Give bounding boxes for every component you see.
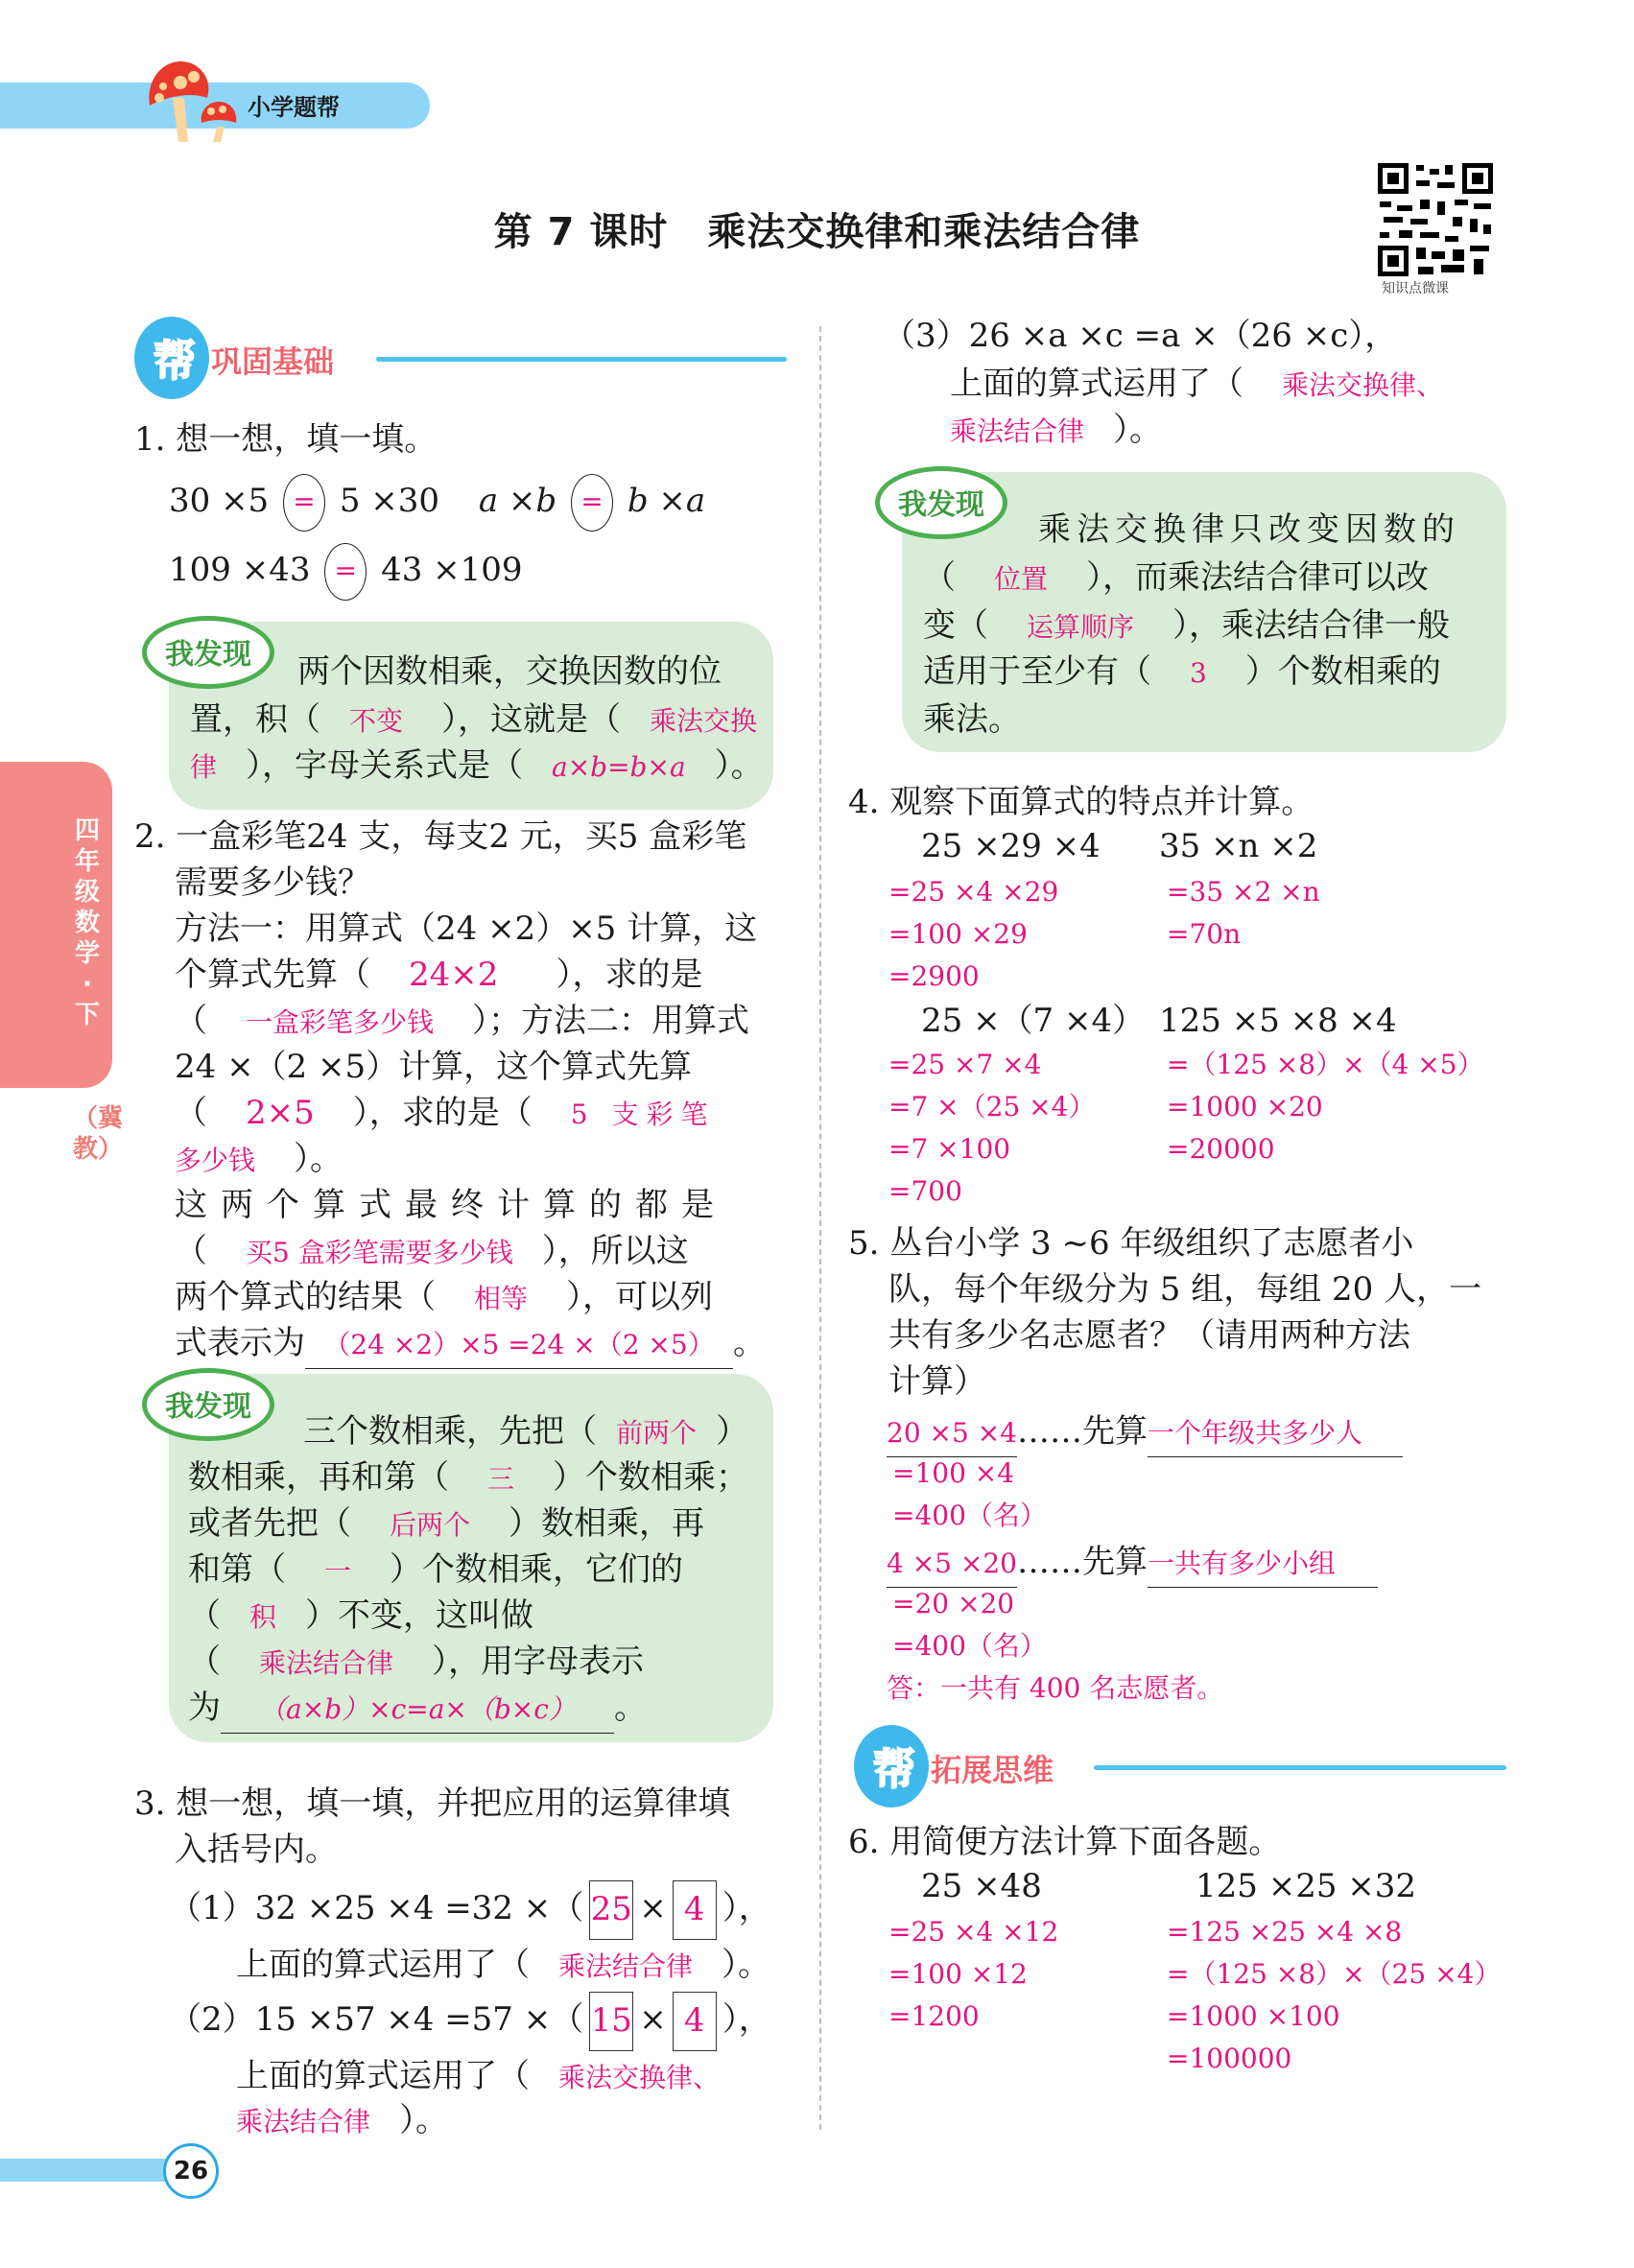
q4-step: =35 ×2 ×n — [1167, 876, 1320, 908]
q4-step: =25 ×7 ×4 — [888, 1049, 1042, 1080]
discover-line: 或者先把（ 后两个 ）数相乘，再 — [188, 1504, 705, 1543]
discover-line: 数相乘，再和第（ 三 ）个数相乘； — [188, 1458, 749, 1497]
discover-line: （ 积 ）不变，这叫做 — [188, 1596, 534, 1635]
answer-blank[interactable]: 一个年级共多少人 — [1148, 1410, 1403, 1457]
discover-text: 两个因数相乘，交换因数的位 — [297, 652, 722, 691]
q3-part2-law: 乘法结合律 ）。 — [236, 2101, 449, 2139]
answer-text[interactable]: 不变 — [349, 705, 404, 737]
answer-box[interactable]: 25 — [589, 1880, 633, 1940]
expr: 5 ×30 — [339, 482, 440, 520]
q3-part1: （1）32 ×25 ×4 =32 ×（ 25 × 4 ）， — [169, 1880, 771, 1940]
q4-step: =20000 — [1167, 1133, 1275, 1165]
footer-band — [0, 2159, 173, 2182]
answer-text[interactable]: 2×5 — [246, 1094, 315, 1132]
q6-step: =100 ×12 — [888, 1958, 1028, 1990]
answer-text[interactable]: 乘法结合律 — [558, 1950, 694, 1982]
answer-text[interactable]: 乘法结合律 — [259, 1647, 394, 1679]
q5-method1: 20 ×5 ×4……先算一个年级共多少人 — [887, 1408, 1403, 1457]
answer-text[interactable]: 一 — [324, 1555, 352, 1587]
section-rule — [1094, 1765, 1506, 1770]
discover-bubble: 我发现 — [142, 1368, 274, 1441]
q4-expr: 25 ×29 ×4 — [921, 827, 1101, 865]
q5-step: =20 ×20 — [892, 1588, 1015, 1619]
q2-line: 个算式先算（ 24×2 ），求的是 — [175, 956, 703, 994]
mushroom-icon — [144, 59, 240, 146]
q2-line: （ 买5 盒彩笔需要多少钱 ），所以这 — [175, 1232, 689, 1270]
q5-step: =400（名） — [892, 1500, 1047, 1531]
answer-text[interactable]: 三 — [487, 1463, 515, 1495]
answer-box[interactable]: 15 — [589, 1992, 633, 2051]
q2-text: 方法一：用算式（24 ×2）×5 计算，这 — [175, 910, 758, 948]
q3-stem: 3. 想一想，填一填，并把应用的运算律填 — [134, 1784, 731, 1823]
q4-stem: 4. 观察下面算式的特点并计算。 — [848, 783, 1314, 821]
q4-step: =（125 ×8）×（4 ×5） — [1167, 1049, 1484, 1080]
answer-circle[interactable]: = — [571, 474, 613, 532]
q6-stem: 6. 用简便方法计算下面各题。 — [848, 1823, 1282, 1861]
q6-expr: 125 ×25 ×32 — [1196, 1867, 1417, 1905]
column-divider — [819, 326, 821, 2130]
answer-text[interactable]: 积 — [249, 1601, 277, 1633]
discover-text: 乘法。 — [923, 700, 1021, 739]
discover-bubble: 我发现 — [142, 616, 274, 689]
expr: 30 ×5 — [169, 482, 270, 520]
side-tab-edition: （冀教） — [73, 1104, 124, 1164]
q2-text: 24 ×（2 ×5）计算，这个算式先算 — [175, 1048, 693, 1086]
q1-stem: 1. 想一想，填一填。 — [134, 420, 438, 459]
answer-text[interactable]: 乘法交换 — [650, 705, 758, 737]
discover-line: 三个数相乘，先把（ 前两个 ） — [303, 1412, 749, 1451]
discover-line: 和第（ 一 ）个数相乘，它们的 — [188, 1550, 684, 1589]
answer-text[interactable]: 5 支彩笔 — [570, 1099, 716, 1130]
q5-answer: 答：一共有 400 名志愿者。 — [887, 1672, 1224, 1704]
answer-blank[interactable]: 一共有多少小组 — [1148, 1541, 1378, 1588]
q6-step: =（125 ×8）×（25 ×4） — [1167, 1958, 1502, 1990]
expr: b ×a — [627, 482, 706, 520]
answer-text[interactable]: 后两个 — [390, 1509, 471, 1541]
section-badge-text: 帮 — [873, 1745, 915, 1794]
answer-blank[interactable]: （a×b）×c=a×（b×c） — [221, 1687, 614, 1734]
answer-blank[interactable]: （24 ×2）×5 =24 ×（2 ×5） — [305, 1322, 733, 1369]
q2-line: 多少钱 ）。 — [175, 1140, 343, 1178]
q5-step: =100 ×4 — [892, 1457, 1015, 1489]
answer-text[interactable]: 运算顺序 — [1027, 611, 1135, 643]
page-title: 第 7 课时 乘法交换律和乘法结合律 — [493, 210, 1141, 254]
expr: a ×b — [478, 482, 557, 520]
q1-row1 — [169, 474, 705, 532]
q4-step: =700 — [888, 1175, 962, 1207]
section-rule — [376, 357, 787, 362]
q2-line: （ 2×5 ），求的是（ 5 支彩笔 — [175, 1094, 716, 1132]
expr: 43 ×109 — [381, 551, 523, 589]
q4-expr: 25 ×（7 ×4） — [921, 1002, 1146, 1040]
discover-line: 置，积（ 不变 ），这就是（ 乘法交换 — [190, 700, 758, 739]
answer-blank[interactable]: 20 ×5 ×4 — [887, 1410, 1017, 1457]
q4-step: =25 ×4 ×29 — [888, 876, 1059, 908]
discover-line: （ 乘法结合律 ），用字母表示 — [188, 1642, 645, 1681]
q5-stem: 共有多少名志愿者？（请用两种方法 — [888, 1316, 1410, 1355]
answer-text[interactable]: 乘法结合律 — [236, 2106, 371, 2138]
q5-stem: 计算） — [888, 1362, 986, 1401]
q4-expr: 125 ×5 ×8 ×4 — [1159, 1002, 1397, 1040]
section-header-basic — [134, 317, 787, 403]
answer-text[interactable]: a×b=b×a — [552, 751, 686, 783]
q3-stem: 入括号内。 — [175, 1831, 338, 1869]
section-header-extend — [854, 1725, 1506, 1811]
q3-part1-law: 上面的算式运用了（ 乘法结合律 ）。 — [236, 1946, 771, 1984]
q6-step: =125 ×25 ×4 ×8 — [1167, 1916, 1403, 1948]
page-number: 26 — [163, 2143, 219, 2199]
answer-text[interactable]: 乘法交换律、 — [1282, 369, 1444, 401]
discover-line: 律 ），字母关系式是（ a×b=b×a ）。 — [190, 746, 764, 785]
q5-stem: 队，每个年级分为 5 组，每组 20 人，一 — [888, 1270, 1482, 1309]
q1-row2 — [169, 543, 523, 601]
answer-text[interactable]: 多少钱 — [175, 1145, 256, 1176]
answer-box[interactable]: 4 — [673, 1992, 717, 2051]
answer-blank[interactable]: 4 ×5 ×20 — [887, 1541, 1017, 1588]
answer-text[interactable]: 乘法结合律 — [950, 415, 1085, 447]
q6-step: =100000 — [1167, 2043, 1292, 2074]
answer-circle[interactable]: = — [283, 474, 325, 532]
section-badge-text: 帮 — [154, 337, 196, 386]
q5-method2: 4 ×5 ×20……先算一共有多少小组 — [887, 1539, 1378, 1588]
answer-text[interactable]: 3 — [1190, 657, 1207, 689]
brand-name: 小学题帮 — [248, 94, 340, 121]
answer-text[interactable]: 律 — [190, 751, 218, 783]
q3-part3: （3）26 ×a ×c =a ×（26 ×c）， — [883, 317, 1398, 355]
q2-stem: 2. 一盒彩笔24 支，每支2 元，买5 盒彩笔 — [134, 817, 747, 856]
answer-text[interactable]: 位置 — [994, 563, 1049, 595]
answer-text[interactable]: 乘法交换律、 — [558, 2062, 721, 2093]
discover-line: 适用于至少有（ 3 ）个数相乘的 — [923, 652, 1441, 691]
q4-step: =100 ×29 — [888, 918, 1028, 950]
section-title: 拓展思维 — [931, 1752, 1054, 1788]
q3-part2-law: 上面的算式运用了（ 乘法交换律、 — [236, 2057, 721, 2095]
answer-text[interactable]: 一盒彩笔多少钱 — [246, 1006, 435, 1038]
side-tab-grade: 四年级数学·下 — [74, 816, 100, 1029]
answer-text[interactable]: 买5 盒彩笔需要多少钱 — [246, 1237, 513, 1268]
q2-line: 两个算式的结果（ 相等 ），可以列 — [175, 1278, 714, 1316]
q4-step: =1000 ×20 — [1167, 1091, 1323, 1122]
q5-step: =400（名） — [892, 1630, 1047, 1662]
q4-step: =7 ×100 — [888, 1133, 1011, 1165]
answer-text[interactable]: 24×2 — [409, 956, 499, 994]
q3-part2: （2）15 ×57 ×4 =57 ×（ 15 × 4 ）， — [169, 1992, 771, 2051]
q2-line: （ 一盒彩笔多少钱 ）；方法二：用算式 — [175, 1002, 750, 1040]
discover-line: 为 （a×b）×c=a×（b×c） 。 — [188, 1685, 647, 1734]
answer-box[interactable]: 4 — [673, 1880, 717, 1940]
section-title: 巩固基础 — [211, 343, 335, 380]
discover-line: 变（ 运算顺序 ），乘法结合律一般 — [923, 606, 1451, 645]
q4-step: =70n — [1167, 918, 1242, 950]
answer-text[interactable]: 相等 — [474, 1283, 529, 1314]
q6-expr: 25 ×48 — [921, 1867, 1042, 1905]
answer-circle[interactable]: = — [324, 543, 367, 601]
discover-line: （ 位置 ），而乘法结合律可以改 — [923, 558, 1430, 597]
q2-text: 这两个算式最终计算的都是 — [175, 1186, 727, 1224]
expr: 109 ×43 — [169, 551, 311, 589]
q2-stem: 需要多少钱？ — [175, 863, 370, 902]
q6-step: =1000 ×100 — [1167, 2000, 1340, 2032]
q3-part3-law: 上面的算式运用了（ 乘法交换律、 — [950, 365, 1444, 403]
q6-step: =1200 — [888, 2000, 980, 2032]
answer-text[interactable]: 前两个 — [616, 1417, 698, 1449]
qr-caption: 知识点微课 — [1382, 281, 1449, 296]
q4-expr: 35 ×n ×2 — [1159, 827, 1318, 865]
q5-stem: 5. 丛台小学 3 ~6 年级组织了志愿者小 — [848, 1224, 1414, 1263]
discover-text: 乘法交换律只改变因数的 — [1038, 510, 1460, 549]
discover-bubble: 我发现 — [875, 466, 1007, 539]
q2-line: 式表示为 （24 ×2）×5 =24 ×（2 ×5） 。 — [175, 1320, 766, 1369]
q3-part3-law: 乘法结合律 ）。 — [950, 411, 1163, 449]
q4-step: =2900 — [888, 960, 980, 992]
q4-step: =7 ×（25 ×4） — [888, 1091, 1096, 1122]
q6-step: =25 ×4 ×12 — [888, 1916, 1059, 1948]
qr-code-icon — [1378, 163, 1493, 276]
